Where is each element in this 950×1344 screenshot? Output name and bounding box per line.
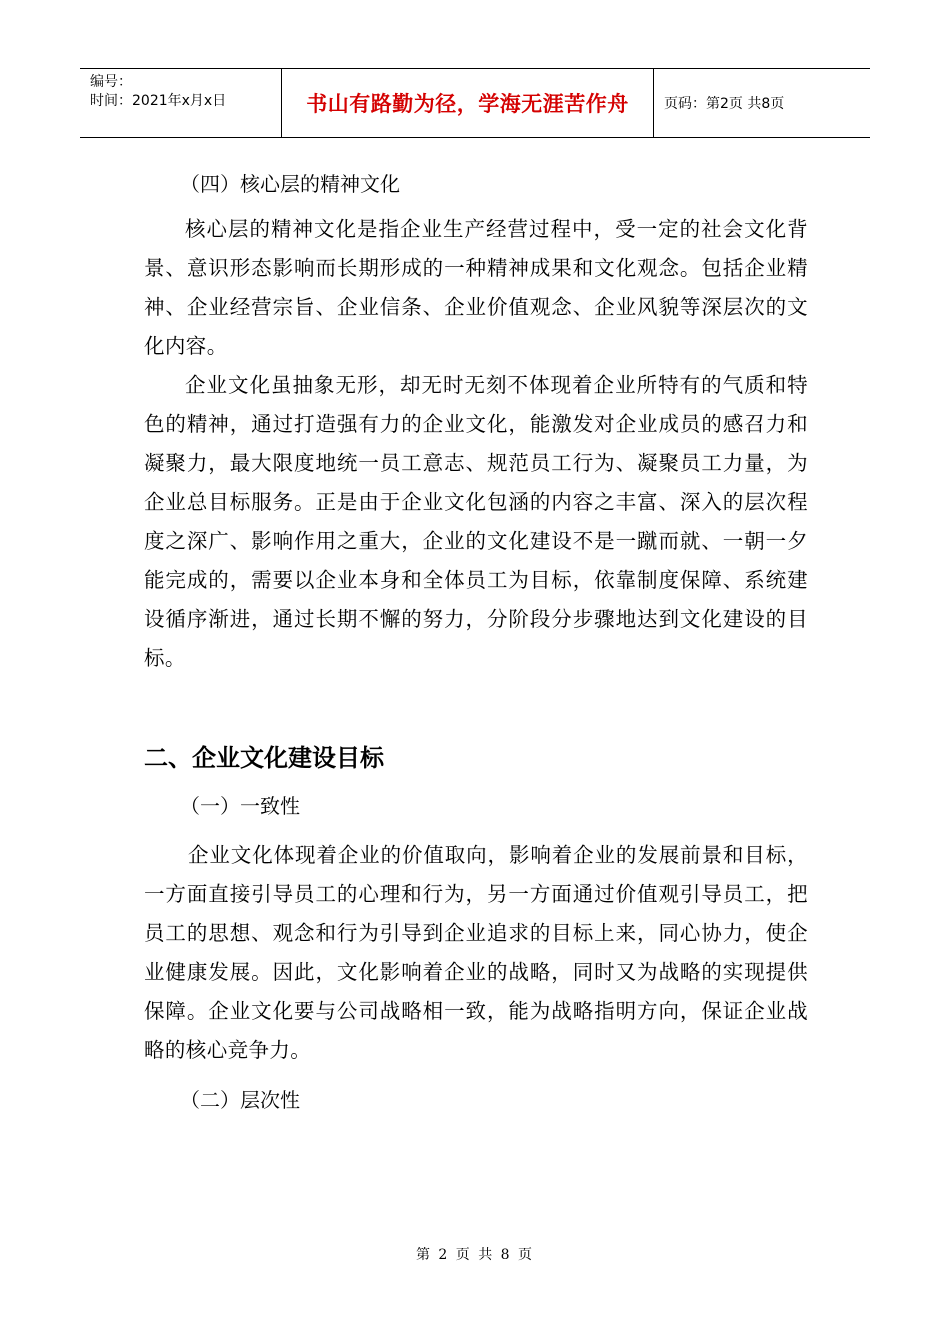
subheading-hierarchy: （二）层次性 [180,1088,300,1112]
document-code-label: 编号： [90,74,132,90]
paragraph-culture-importance: 企业文化虽抽象无形，却无时无刻不体现着企业所特有的气质和特色的精神，通过打造强有力的企业文化，能激发对企业成员的感召力和凝聚力，最大限度地统一员工意志、规范员工行为、凝聚员工力量，为企业总目标服务。正是由于企业文化包涵的内容之丰富、深入的层次程度之深广、影响作用之重大，企业的文化建设不是一蹴而就、一朝一夕能完成的，需要以企业本身和全体员工为目标，依靠制度保障、系统建设循序渐进，通过长期不懈的努力，分阶段分步骤地达到文化建设的目标。 [144,373,808,670]
header-motto: 书山有路勤为径，学海无涯苦作舟 [282,69,654,137]
paragraph-core-spirit-definition: 核心层的精神文化是指企业生产经营过程中，受一定的社会文化背景、意识形态影响而长期形成的一种精神成果和文化观念。包括企业精神、企业经营宗旨、企业信条、企业价值观念、企业风貌等深层次的文化内容。 [144,217,808,358]
page-footer: 第 2 页 共 8 页 [415,1247,535,1263]
document-body [144,160,808,1124]
header-page-info: 页码：第2页 共8页 [664,96,785,112]
section-title-culture-goals: 二、企业文化建设目标 [144,744,384,772]
subheading-consistency: （一）一致性 [180,794,300,818]
subheading-core-spirit-culture: （四）核心层的精神文化 [180,172,400,196]
header-meta-cell [80,69,282,137]
paragraph-consistency: 企业文化体现着企业的价值取向，影响着企业的发展前景和目标，一方面直接引导员工的心理和行为，另一方面通过价值观引导员工，把员工的思想、观念和行为引导到企业追求的目标上来，同心协力，使企业健康发展。因此，文化影响着企业的战略，同时又为战略的实现提供保障。企业文化要与公司战略相一致，能为战略指明方向，保证企业战略的核心竞争力。 [144,843,808,1062]
page-header [80,68,870,138]
document-date-label: 时间：2021年x月x日 [90,93,227,109]
